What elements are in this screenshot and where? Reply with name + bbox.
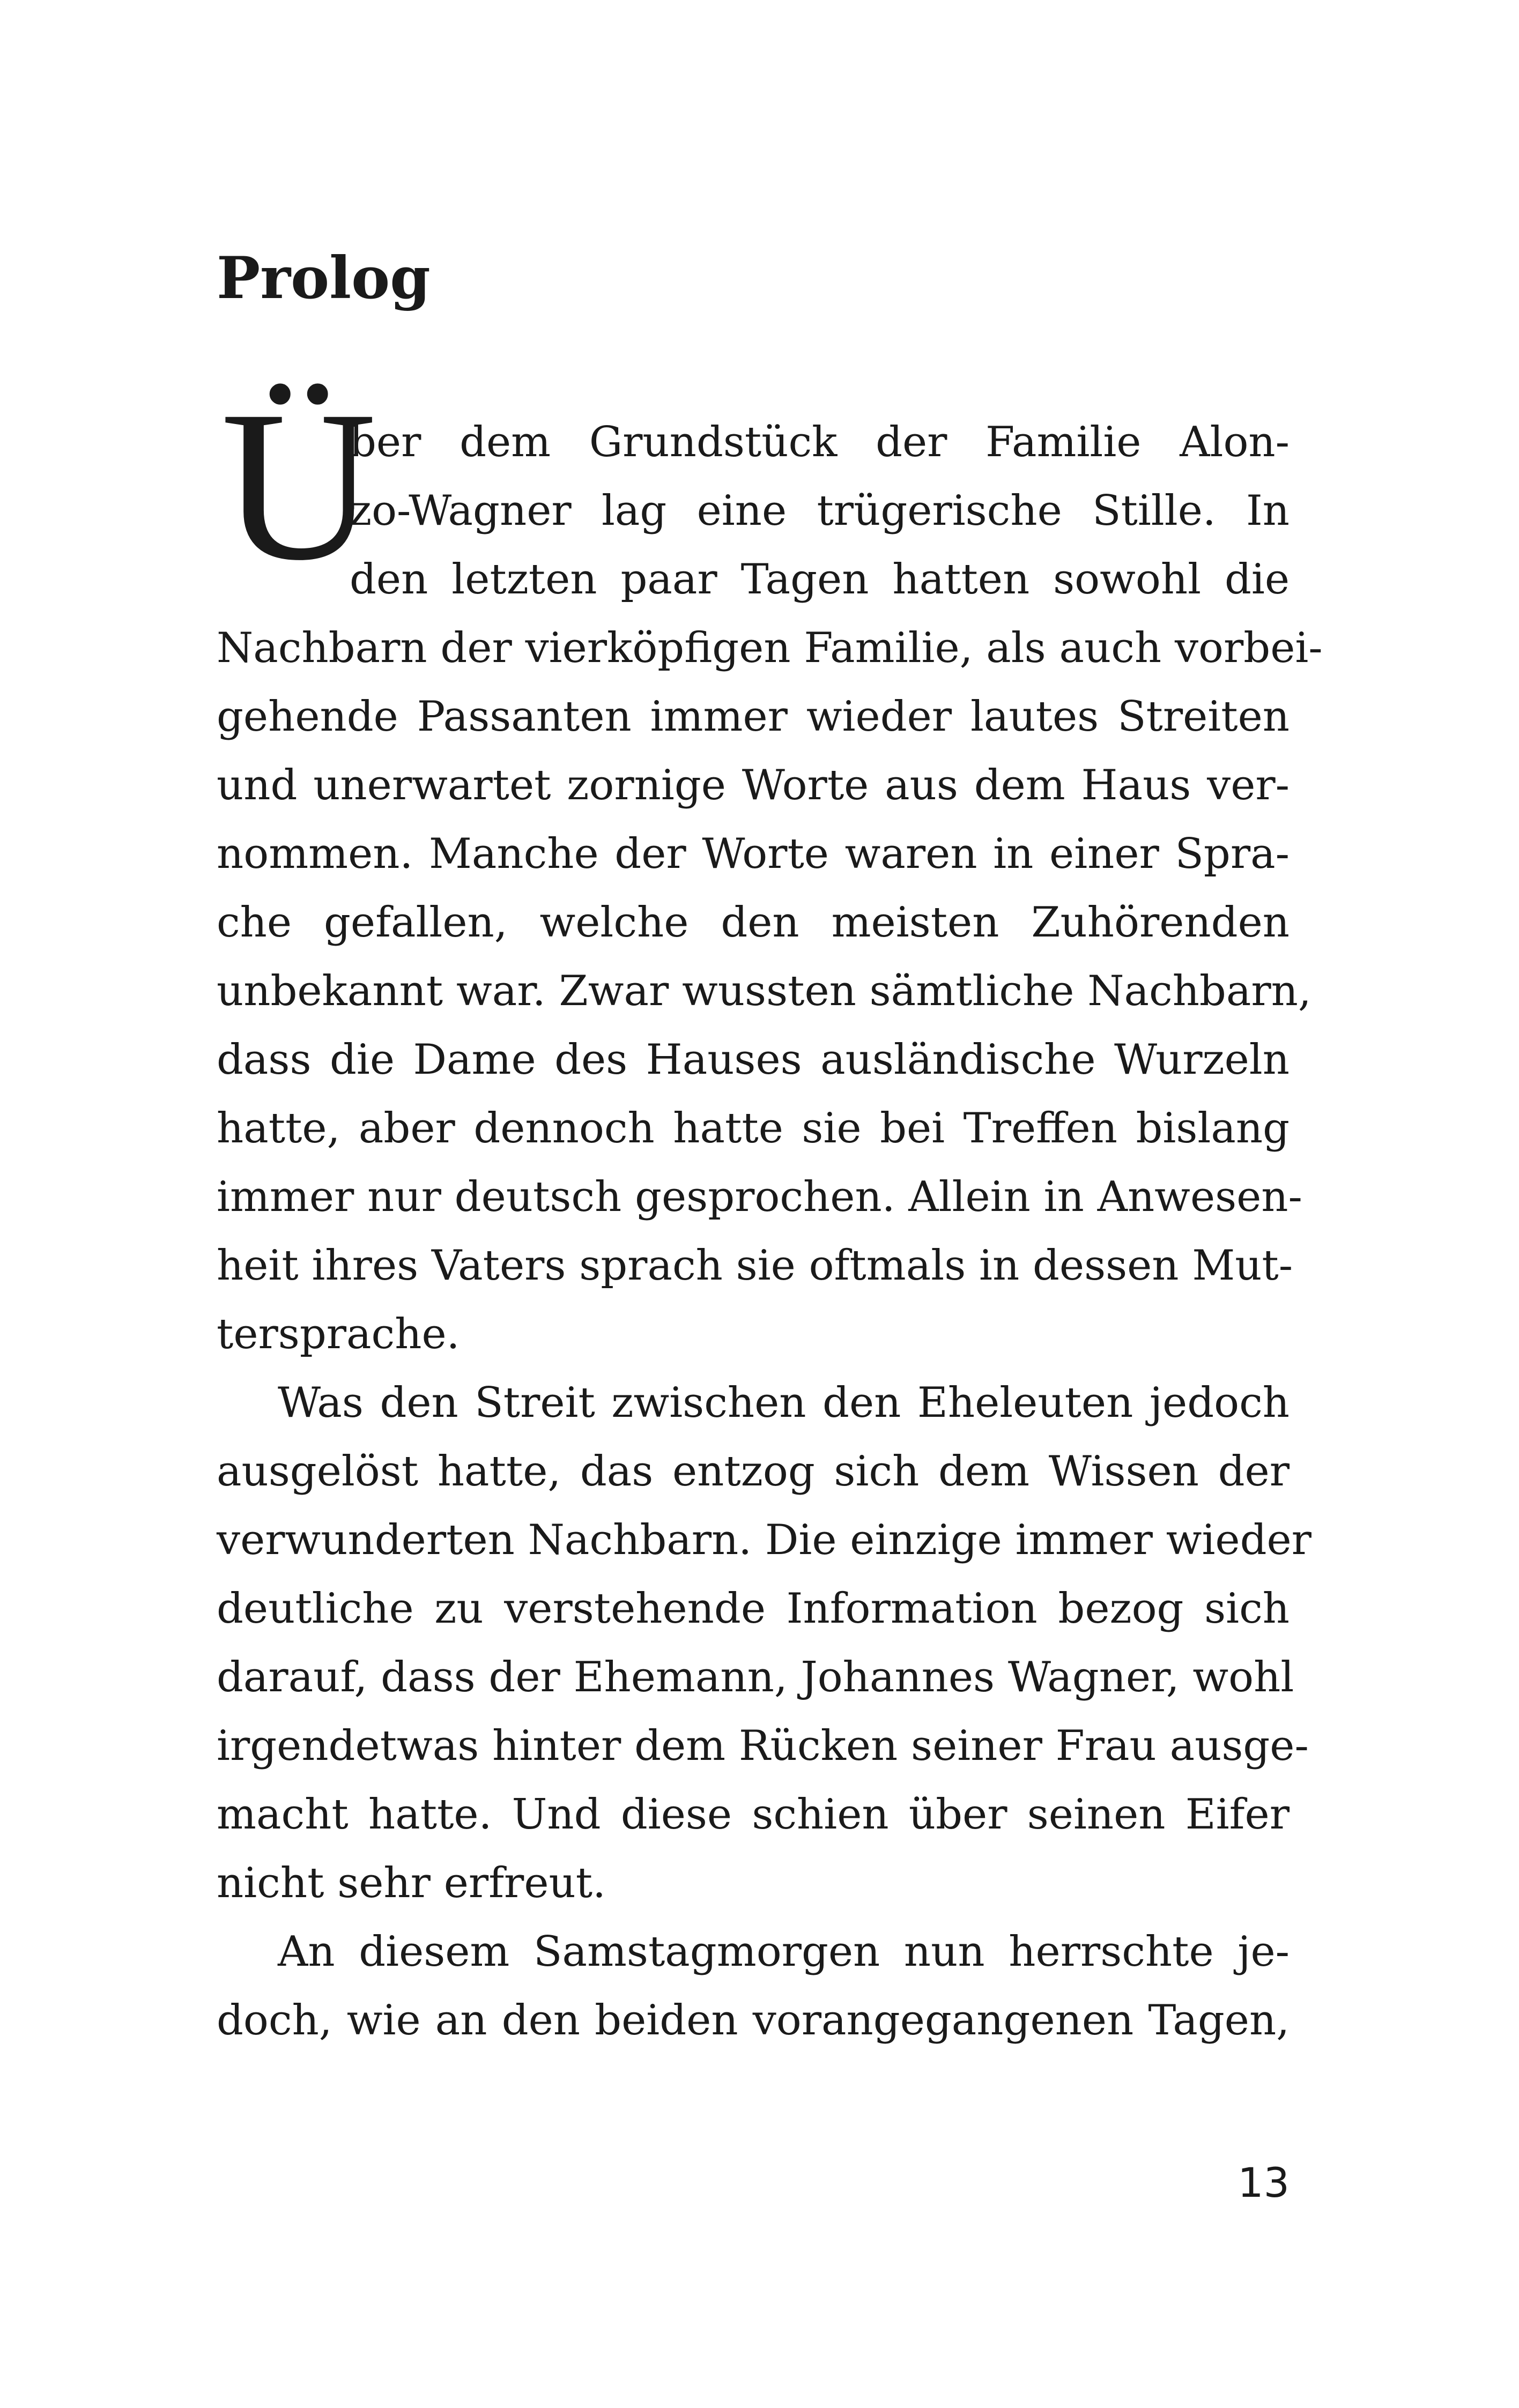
text-line: che gefallen, welche den meisten Zuhörenden — [217, 898, 1290, 947]
text-line: gehende Passanten immer wieder lautes Streiten — [217, 693, 1290, 741]
text-line: und unerwartet zornige Worte aus dem Haus ver- — [217, 761, 1290, 809]
text-line: hatte, aber dennoch hatte sie bei Treffen bislang — [217, 1104, 1290, 1153]
text-line: Nachbarn der vierköpfigen Familie, als auch vorbei- — [217, 624, 1323, 672]
text-line: den letzten paar Tagen hatten sowohl die — [350, 555, 1290, 604]
text-line: An diesem Samstagmorgen nun herrschte je- — [278, 1928, 1290, 1976]
chapter-heading: Prolog — [217, 244, 431, 312]
text-line: nommen. Manche der Worte waren in einer Spra- — [217, 830, 1290, 878]
text-line: immer nur deutsch gesprochen. Allein in Anwesen- — [217, 1173, 1302, 1221]
text-line: doch, wie an den beiden vorangegangenen Tagen, — [217, 1996, 1290, 2045]
text-line: irgendetwas hinter dem Rücken seiner Frau ausge- — [217, 1722, 1309, 1770]
text-line: unbekannt war. Zwar wussten sämtliche Nachbarn, — [217, 967, 1311, 1015]
text-line: zo-Wagner lag eine trügerische Stille. In — [350, 487, 1290, 535]
text-line: darauf, dass der Ehemann, Johannes Wagner, wohl — [217, 1653, 1294, 1701]
text-line: tersprache. — [217, 1310, 460, 1358]
text-line: macht hatte. Und diese schien über seinen Eifer — [217, 1790, 1290, 1839]
text-line: ausgelöst hatte, das entzog sich dem Wissen der — [217, 1447, 1290, 1496]
text-line: deutliche zu verstehende Information bezog sich — [217, 1585, 1290, 1633]
text-line: nicht sehr erfreut. — [217, 1859, 606, 1907]
text-line: dass die Dame des Hauses ausländische Wurzeln — [217, 1036, 1290, 1084]
text-line: heit ihres Vaters sprach sie oftmals in dessen Mut- — [217, 1242, 1293, 1290]
text-line: verwunderten Nachbarn. Die einzige immer wieder — [217, 1516, 1311, 1564]
drop-cap: Ü — [221, 366, 377, 605]
text-line: Was den Streit zwischen den Eheleuten jedoch — [278, 1379, 1290, 1427]
page-number: 13 — [1238, 2159, 1290, 2206]
text-line: ber dem Grundstück der Familie Alon- — [350, 418, 1290, 466]
